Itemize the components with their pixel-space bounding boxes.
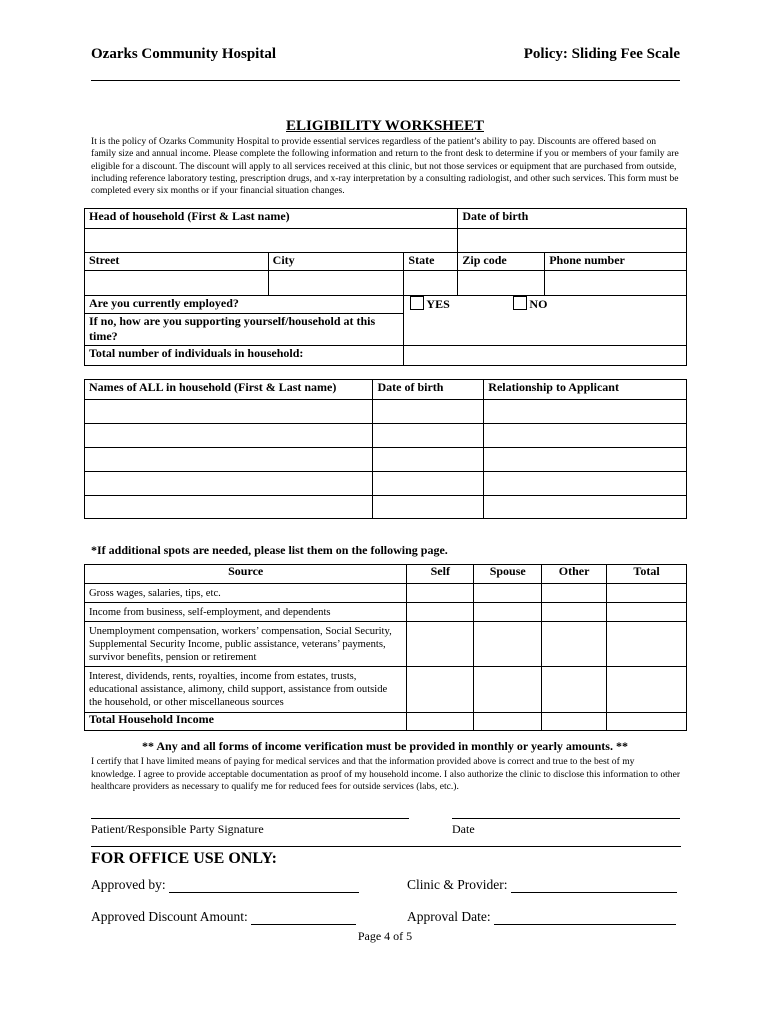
approved-discount-field[interactable] [251,910,356,925]
total-individuals-label: Total number of individuals in household: [85,346,404,366]
support-question: If no, how are you supporting yourself/household at this time? [85,314,404,346]
city-field[interactable] [268,271,404,296]
relationship-field[interactable] [484,400,687,424]
additional-spots-note: *If additional spots are needed, please list them on the following page. [91,543,448,557]
phone-number-field[interactable] [545,271,687,296]
table-row [85,448,687,472]
page-header [91,46,680,68]
other-amount-field[interactable] [542,584,607,603]
approval-date-label: Approval Date: [407,909,491,924]
income-source-label: Gross wages, salaries, tips, etc. [85,584,407,603]
grand-total-field[interactable] [607,713,687,731]
total-amount-field[interactable] [607,667,687,713]
dob-field[interactable] [373,424,484,448]
verification-note: ** Any and all forms of income verification must be provided in monthly or yearly amounts. ** [142,739,628,753]
approval-date-field[interactable] [494,910,676,925]
income-table [84,564,687,731]
certification-paragraph: I certify that I have limited means of paying for medical services and that the information provided above is correct and true to the best of my knowledge. I agree to provide acceptable documentation as proof of my household income. I also authorize the clinic to disclose this information to other healthcare providers as necessary to qualify me for reduced fees for outside services (labs, etc.). [91,756,681,792]
approved-by-field[interactable] [169,878,359,893]
employed-question: Are you currently employed? [85,296,404,314]
approved-by-label: Approved by: [91,877,166,892]
state-field[interactable] [404,271,458,296]
clinic-provider-field[interactable] [511,878,677,893]
signature-label: Patient/Responsible Party Signature [91,822,264,836]
hospital-name: Ozarks Community Hospital [91,46,277,62]
date-of-birth-field[interactable] [458,229,687,253]
spouse-header: Spouse [474,565,542,584]
no-checkbox[interactable] [513,296,527,310]
relationship-field[interactable] [484,472,687,496]
total-amount-field[interactable] [607,622,687,667]
income-source-label: Interest, dividends, rents, royalties, income from estates, trusts, educational assistance, alimony, child support, assistance from outside the household, or other miscellaneous sources [85,667,407,713]
col-dob-header: Date of birth [373,380,484,400]
name-field[interactable] [85,448,373,472]
dob-field[interactable] [373,496,484,519]
office-divider [91,846,681,847]
spouse-amount-field[interactable] [474,603,542,622]
spouse-amount-field[interactable] [474,584,542,603]
street-label: Street [85,253,269,271]
page-number: Page 4 of 5 [357,929,413,943]
phone-number-label: Phone number [545,253,687,271]
head-of-household-label: Head of household (First & Last name) [85,209,458,229]
table-row [85,472,687,496]
table-row [85,603,687,622]
support-field[interactable] [404,314,687,346]
self-header: Self [407,565,474,584]
other-amount-field[interactable] [542,622,607,667]
other-header: Other [542,565,607,584]
clinic-provider-row [407,877,677,893]
other-total-field[interactable] [542,713,607,731]
zip-code-field[interactable] [458,271,545,296]
city-label: City [268,253,404,271]
total-header: Total [607,565,687,584]
self-amount-field[interactable] [407,584,474,603]
name-field[interactable] [85,424,373,448]
no-label: NO [529,297,548,311]
other-amount-field[interactable] [542,603,607,622]
dob-field[interactable] [373,448,484,472]
self-amount-field[interactable] [407,622,474,667]
relationship-field[interactable] [484,496,687,519]
spouse-amount-field[interactable] [474,622,542,667]
date-label: Date [452,822,475,836]
total-household-income-label: Total Household Income [85,713,407,731]
clinic-provider-label: Clinic & Provider: [407,877,508,892]
zip-code-label: Zip code [458,253,545,271]
approved-by-row [91,877,359,893]
page-title: ELIGIBILITY WORKSHEET [286,118,484,134]
table-row [85,400,687,424]
table-row [85,496,687,519]
source-header: Source [85,565,407,584]
date-of-birth-label: Date of birth [458,209,687,229]
yes-checkbox[interactable] [410,296,424,310]
applicant-info-table [84,208,687,366]
name-field[interactable] [85,496,373,519]
household-members-table [84,379,687,519]
header-divider [91,80,680,81]
income-source-label: Income from business, self-employment, and dependents [85,603,407,622]
date-line[interactable] [452,818,680,819]
spouse-total-field[interactable] [474,713,542,731]
table-row [85,424,687,448]
intro-paragraph: It is the policy of Ozarks Community Hospital to provide essential services regardless of the patient’s ability to pay. Discounts are offered based on family size and annual income. Please complete the following information and return to the front desk to determine if you or members of your family are eligible for a discount. The discount will apply to all services received at this clinic, but not those services or equipment that are purchased from outside, including reference laboratory testing, prescription drugs, and x-ray interpretation by a consulting radiologist, and other such services. This form must be completed every six months or if your financial situation changes. [91,136,679,197]
state-label: State [404,253,458,271]
approved-discount-label: Approved Discount Amount: [91,909,248,924]
table-row [85,584,687,603]
col-names-header: Names of ALL in household (First & Last name) [85,380,373,400]
table-row [85,667,687,713]
employment-options [404,296,687,314]
approved-discount-row [91,909,356,925]
total-amount-field[interactable] [607,584,687,603]
total-individuals-field[interactable] [404,346,687,366]
approval-date-row [407,909,676,925]
street-field[interactable] [85,271,269,296]
self-amount-field[interactable] [407,603,474,622]
office-use-title: FOR OFFICE USE ONLY: [91,850,277,867]
total-amount-field[interactable] [607,603,687,622]
signature-line[interactable] [91,818,409,819]
self-total-field[interactable] [407,713,474,731]
head-of-household-field[interactable] [85,229,458,253]
policy-name: Policy: Sliding Fee Scale [523,46,680,62]
yes-label: YES [426,297,450,311]
other-amount-field[interactable] [542,667,607,713]
name-field[interactable] [85,472,373,496]
income-source-label: Unemployment compensation, workers’ compensation, Social Security, Supplemental Security Income, public assistance, veterans’ payments, survivor benefits, pension or retirement [85,622,407,667]
spouse-amount-field[interactable] [474,667,542,713]
col-relationship-header: Relationship to Applicant [484,380,687,400]
dob-field[interactable] [373,472,484,496]
relationship-field[interactable] [484,448,687,472]
table-row [85,622,687,667]
relationship-field[interactable] [484,424,687,448]
dob-field[interactable] [373,400,484,424]
self-amount-field[interactable] [407,667,474,713]
name-field[interactable] [85,400,373,424]
